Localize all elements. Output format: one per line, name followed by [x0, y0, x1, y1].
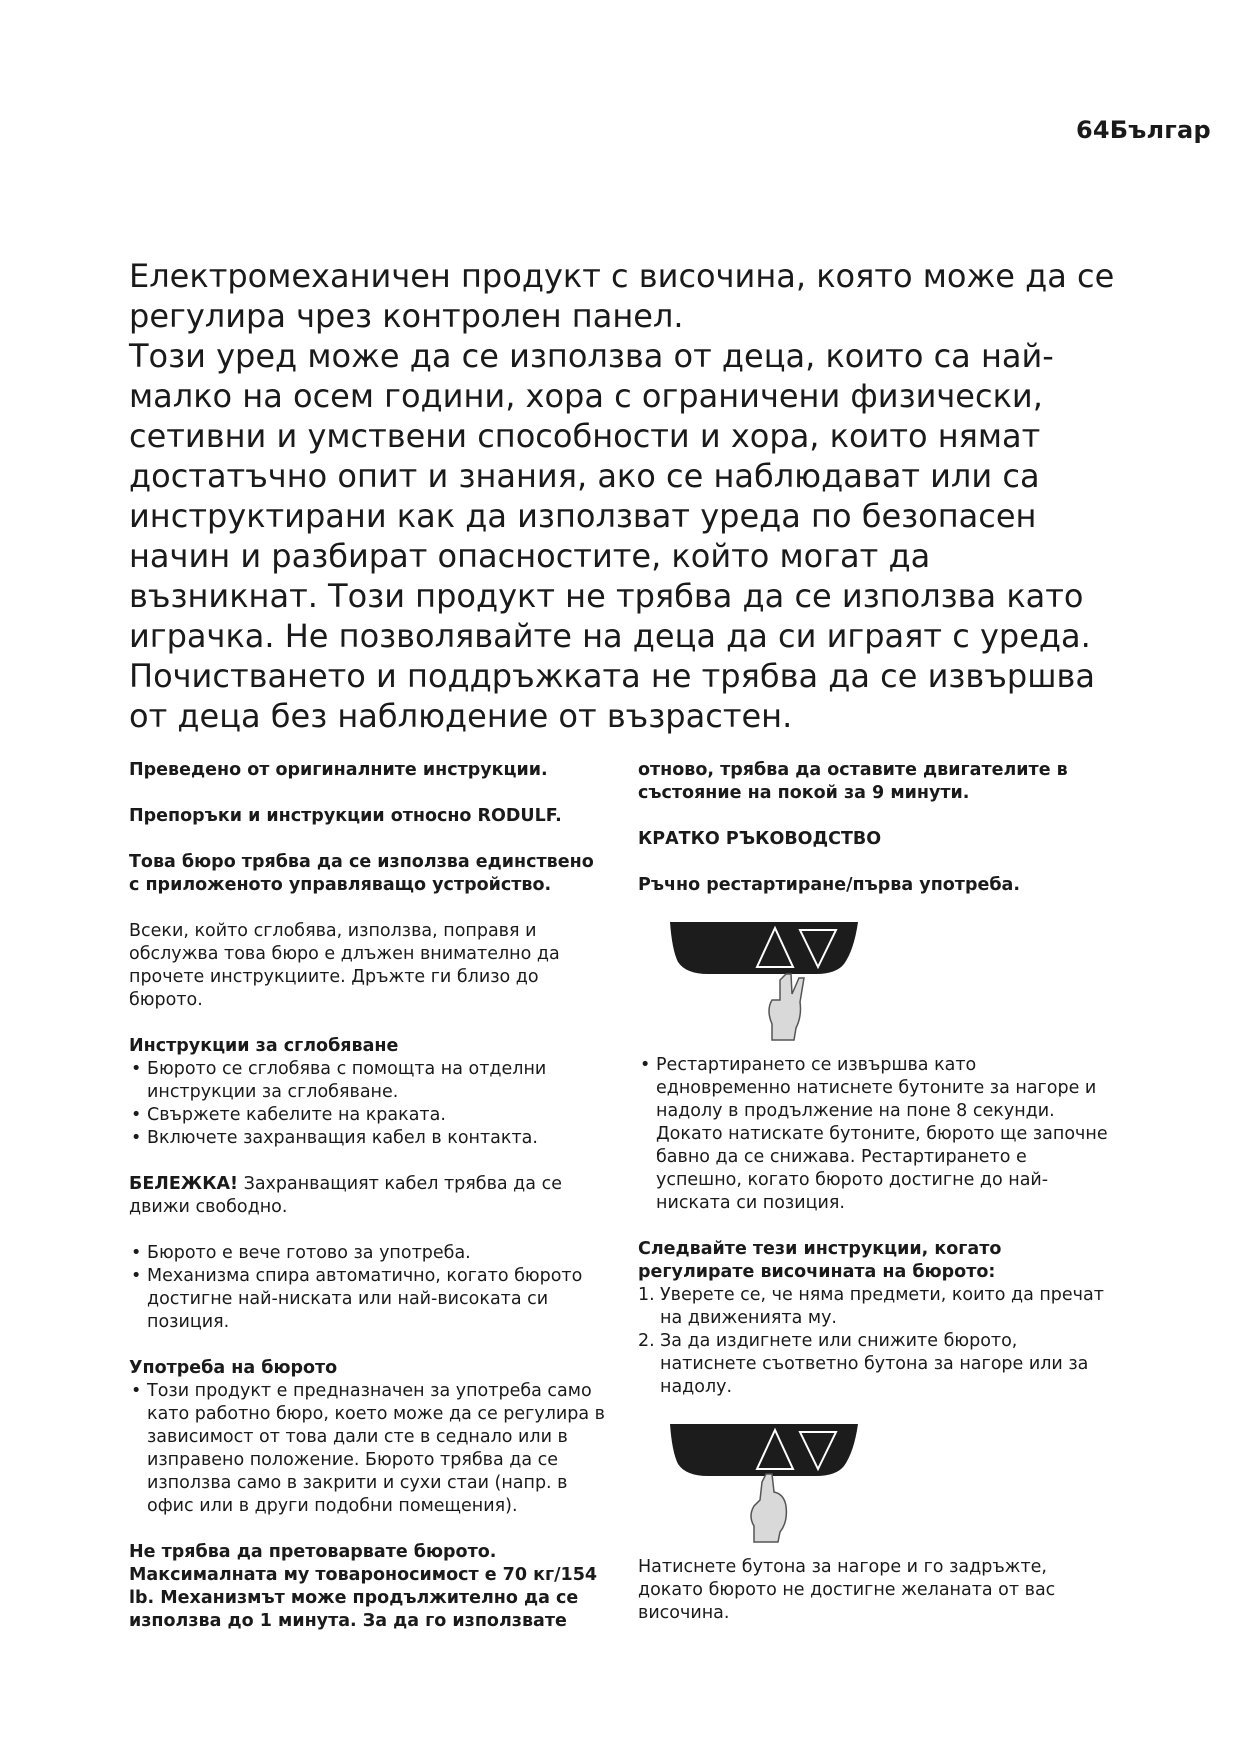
intro-paragraph-3: Почистването и поддръжката не трябва да се извършва от деца без наблюдение от възрастен. [129, 657, 1095, 735]
step-text: Уверете се, че няма предмети, които да пречат на движенията му. [660, 1285, 1104, 1328]
assembly-list [129, 1058, 609, 1150]
recommendations-heading: Препоръки и инструкции относно RODULF. [129, 806, 562, 826]
step-text: За да издигнете или снижите бюрото, натиснете съответно бутона за нагоре или за надолу. [660, 1331, 1089, 1397]
note-paragraph [129, 1173, 609, 1219]
intro-paragraph-1: Електромеханичен продукт с височина, която може да се регулира чрез контролен панел. [129, 257, 1115, 335]
restart-list [638, 1054, 1108, 1215]
hand-icon [751, 1474, 786, 1542]
assembly-heading: Инструкции за сглобяване [129, 1036, 399, 1056]
list-item: • Този продукт е предназначен за употреба само като работно бюро, което може да се регулира в зависимост от това дали сте в седнало или в изправено положение. Бюрото трябва да се използва само в закрити и сухи стаи (напр. в офис или в други подобни помещения). [129, 1380, 609, 1518]
ready-list [129, 1242, 609, 1334]
usage-heading: Употреба на бюрото [129, 1358, 338, 1378]
hold-instruction: Натиснете бутона за нагоре и го задръжте, докато бюрото не достигне желаната от вас височина. [638, 1557, 1056, 1623]
usage-list [129, 1380, 609, 1518]
note-label: БЕЛЕЖКА! [129, 1174, 239, 1194]
step-number: 1. [638, 1285, 655, 1305]
list-item [638, 1284, 1108, 1330]
list-item: • Бюрото е вече готово за употреба. [129, 1242, 609, 1265]
list-item: • Рестартирането се извършва като едновременно натиснете бутоните за нагоре и надолу в продължение на поне 8 секунди. Докато натискате бутоните, бюрото ще започне бавно да се снижава. Рестартирането е успешно, когато бюрото достигне до най-ниската си позиция. [638, 1054, 1108, 1215]
list-item: • Включете захранващия кабел в контакта. [129, 1127, 609, 1150]
control-only-warning: Това бюро трябва да се използва единствено с приложеното управляващо устройство. [129, 852, 594, 895]
step-number: 2. [638, 1331, 655, 1351]
height-heading: Следвайте тези инструкции, когато регулирате височината на бюрото: [638, 1239, 1002, 1282]
list-item: • Механизма спира автоматично, когато бюрото достигне най-ниската или най-високата си позиция. [129, 1265, 609, 1334]
list-item [638, 1330, 1108, 1399]
readers-paragraph: Всеки, който сглобява, използва, поправя и обслужва това бюро е длъжен внимателно да прочете инструкциите. Дръжте ги близо до бюрото. [129, 921, 560, 1010]
right-column [638, 759, 1108, 1648]
adjust-height-illustration [668, 1422, 868, 1544]
overload-warning: Не трябва да претоварвате бюрото. Максималната му товароносимост е 70 кг/154 lb. Механизмът може продължително да се използва до 1 минута. За да го използвате [129, 1542, 598, 1631]
intro-section [129, 256, 1129, 736]
height-steps-list [638, 1284, 1108, 1399]
restart-heading: Ръчно рестартиране/първа употреба. [638, 875, 1021, 895]
page-header: 64Българ [1076, 116, 1211, 144]
note-text: Захранващият кабел трябва да се движи свободно. [129, 1174, 562, 1217]
left-column [129, 759, 609, 1656]
continued-text: отново, трябва да оставите двигателите в състояние на покой за 9 минути. [638, 760, 1068, 803]
hand-icon [769, 974, 804, 1040]
intro-paragraph-2: Този уред може да се използва от деца, които са най-малко на осем години, хора с ограничени физически, сетивни и умствени способности и хора, които нямат достатъчно опит и знания, ако се наблюдават или са инструктирани как да използват уреда по безопасен начин и разбират опасностите, който могат да възникнат. Този продукт не трябва да се използва като играчка. Не позволявайте на деца да си играят с уреда. [129, 337, 1091, 655]
list-item: • Бюрото се сглобява с помощта на отделни инструкции за сглобяване. [129, 1058, 609, 1104]
translated-note: Преведено от оригиналните инструкции. [129, 760, 548, 780]
quick-guide-heading: КРАТКО РЪКОВОДСТВО [638, 829, 882, 849]
list-item: • Свържете кабелите на краката. [129, 1104, 609, 1127]
restart-illustration [668, 920, 868, 1042]
